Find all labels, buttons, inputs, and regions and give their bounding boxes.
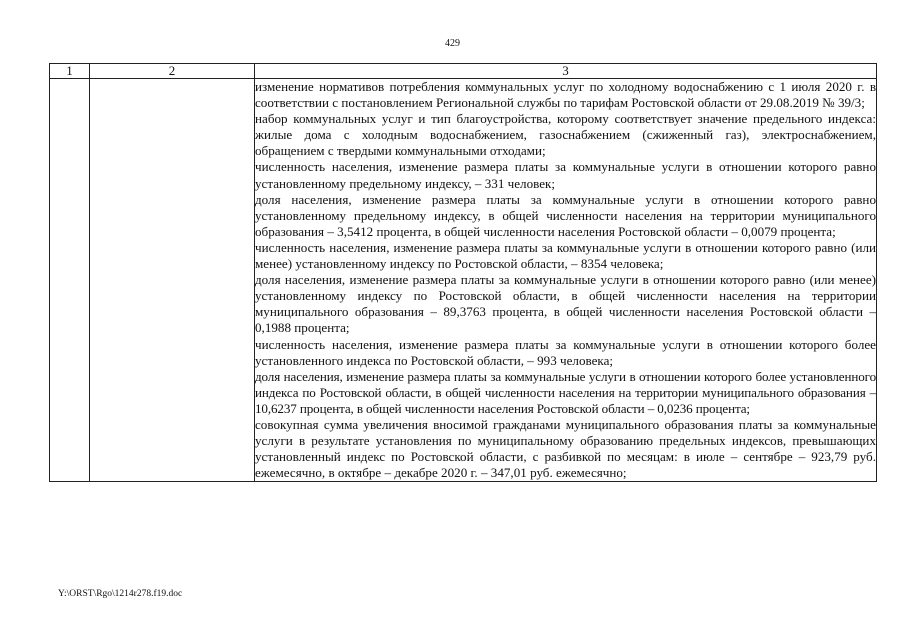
table-row bbox=[50, 79, 877, 482]
column-header-2: 2 bbox=[90, 64, 255, 79]
page-number: 429 bbox=[445, 38, 460, 49]
paragraph-population-more-count: численность населения, изменение размера платы за коммунальные услуги в отношении которого более установленного индекса по Ростовской области, – 993 человека; bbox=[255, 336, 876, 368]
cell-col1 bbox=[50, 79, 90, 482]
cell-col3 bbox=[255, 79, 877, 482]
footer-file-path: Y:\ORST\Rgo\1214r278.f19.doc bbox=[58, 589, 183, 599]
column-header-1: 1 bbox=[50, 64, 90, 79]
paragraph-service-set: набор коммунальных услуг и тип благоустройства, которому соответствует значение предельного индекса: жилые дома с холодным водоснабжением, газоснабжением (сжиженный газ), электроснабжением, обращением с твердыми коммунальными отходами; bbox=[255, 111, 876, 159]
table-header-row bbox=[50, 64, 877, 79]
paragraph-population-less-share: доля населения, изменение размера платы за коммунальные услуги в отношении которого равно (или менее) установленному индексу по Ростовской области, в общей численности населения на территории муниципального образования – 89,3763 процента, в общей численности населения Ростовской области – 0,1988 процента; bbox=[255, 272, 876, 336]
paragraph-population-equal-share: доля населения, изменение размера платы за коммунальные услуги в отношении которого равно установленному предельному индексу, в общей численности населения на территории муниципального образования – 3,5412 процента, в общей численности населения Ростовской области – 0,0079 процента; bbox=[255, 191, 876, 239]
document-table bbox=[49, 63, 877, 482]
cell-col2 bbox=[90, 79, 255, 482]
paragraph-total-increase: совокупная сумма увеличения вносимой гражданами муниципального образования платы за коммунальные услуги в результате установления по муниципальному образованию предельных индексов, превышающих установленный индекс по Ростовской области, с разбивкой по месяцам: в июле – сентябре – 923,79 руб. ежемесячно, в октябре – декабре 2020 г. – 347,01 руб. ежемесячно; bbox=[255, 416, 876, 481]
paragraph-population-less-count: численность населения, изменение размера платы за коммунальные услуги в отношении которого равно (или менее) установленному индексу по Ростовской области, – 8354 человека; bbox=[255, 239, 876, 272]
paragraph-population-equal-count: численность населения, изменение размера платы за коммунальные услуги в отношении которого равно установленному предельному индексу, – 331 человек; bbox=[255, 159, 876, 191]
column-header-3: 3 bbox=[255, 64, 877, 79]
paragraph-water-standards: изменение нормативов потребления коммунальных услуг по холодному водоснабжению с 1 июля 2020 г. в соответствии с постановлением Региональной службы по тарифам Ростовской области от 29.08.2019 № 39/3; bbox=[255, 79, 876, 111]
paragraph-population-more-share: доля населения, изменение размера платы за коммунальные услуги в отношении которого более установленного индекса по Ростовской области, в общей численности населения на территории муниципального образования – 10,6237 процента, в общей численности населения Ростовской области – 0,0236 процента; bbox=[255, 368, 876, 416]
